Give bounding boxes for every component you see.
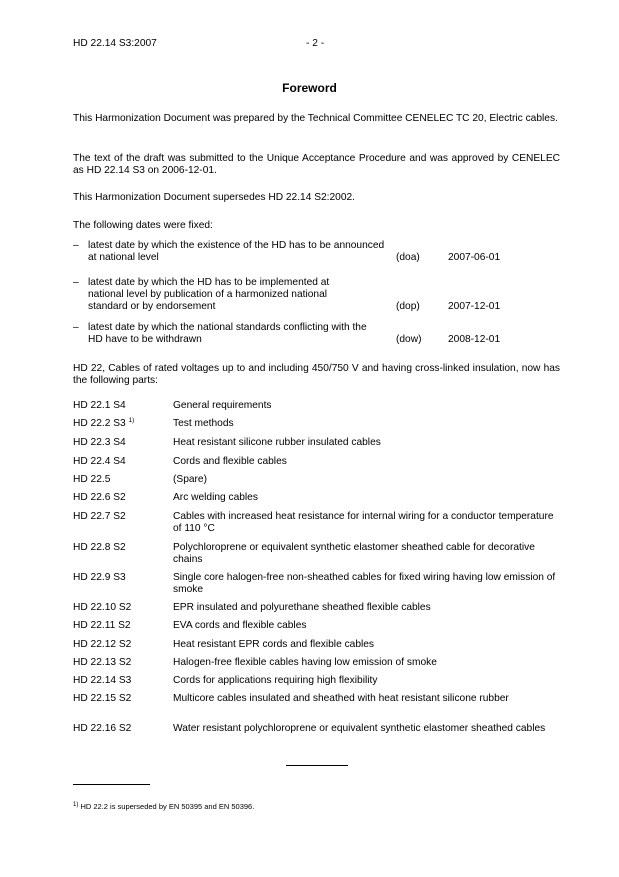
header-page-number: - 2 - [306, 38, 325, 49]
dash-bullet: – [73, 240, 79, 251]
part-description: Water resistant polychloroprene or equivalent synthetic elastomer sheathed cables [173, 723, 546, 734]
part-description: Cables with increased heat resistance for internal wiring for a conductor temperature of 110 °C [173, 511, 554, 534]
part-code: HD 22.7 S2 [73, 511, 126, 522]
paragraph-prepared-by: This Harmonization Document was prepared by the Technical Committee CENELEC TC 20, Electric cables. [73, 113, 558, 124]
part-code: HD 22.15 S2 [73, 693, 132, 704]
end-of-text-rule [286, 765, 348, 766]
part-code: HD 22.3 S4 [73, 437, 126, 448]
date-item-date: 2007-12-01 [448, 301, 501, 312]
part-code: HD 22.9 S3 [73, 572, 126, 583]
date-item-code: (dow) [396, 334, 422, 345]
paragraph-supersedes: This Harmonization Document supersedes HD 22.14 S2:2002. [73, 192, 356, 203]
part-code: HD 22.11 S2 [73, 620, 131, 631]
paragraph-parts-intro: HD 22, Cables of rated voltages up to and including 450/750 V and having cross-linked insulation, now has the following parts: [73, 363, 560, 386]
footnote-reference: 1) [128, 417, 135, 424]
footnote-marker: 1) [73, 802, 79, 808]
part-description: Heat resistant EPR cords and flexible cables [173, 639, 375, 650]
part-description: EPR insulated and polyurethane sheathed flexible cables [173, 602, 431, 613]
part-description: Heat resistant silicone rubber insulated cables [173, 437, 381, 448]
page-title: Foreword [282, 81, 337, 95]
header-document-id: HD 22.14 S3:2007 [73, 38, 157, 49]
date-item-text: latest date by which the HD has to be implemented at national level by publication of a harmonized national standard or by endorsement [88, 277, 330, 312]
date-item-text: latest date by which the existence of the HD has to be announced at national level [88, 240, 385, 263]
part-description: Cords and flexible cables [173, 456, 287, 467]
part-code: HD 22.2 S3 [73, 418, 126, 429]
footnote-text: HD 22.2 is superseded by EN 50395 and EN 50396. [80, 802, 255, 811]
date-item-code: (dop) [396, 301, 420, 312]
footnote-separator [73, 784, 150, 785]
part-code: HD 22.16 S2 [73, 723, 132, 734]
footnote [73, 801, 254, 813]
part-code-with-footnote [73, 418, 168, 430]
date-item-text: latest date by which the national standards conflicting with the HD have to be withdrawn [88, 322, 367, 345]
part-description: Cords for applications requiring high flexibility [173, 675, 378, 686]
part-code: HD 22.14 S3 [73, 675, 132, 686]
part-description: EVA cords and flexible cables [173, 620, 307, 631]
part-description: Single core halogen-free non-sheathed cables for fixed wiring having low emission of smoke [173, 572, 556, 595]
part-code: HD 22.1 S4 [73, 400, 126, 411]
part-code: HD 22.4 S4 [73, 456, 126, 467]
part-description: Test methods [173, 418, 234, 429]
date-item-date: 2008-12-01 [448, 334, 501, 345]
part-code: HD 22.13 S2 [73, 657, 132, 668]
paragraph-dates-intro: The following dates were fixed: [73, 220, 213, 231]
part-description: Polychloroprene or equivalent synthetic elastomer sheathed cable for decorative chains [173, 542, 535, 565]
part-description: Multicore cables insulated and sheathed with heat resistant silicone rubber [173, 693, 509, 704]
date-item-code: (doa) [396, 252, 420, 263]
dash-bullet: – [73, 277, 79, 288]
part-description: Halogen-free flexible cables having low emission of smoke [173, 657, 437, 668]
part-code: HD 22.10 S2 [73, 602, 132, 613]
part-code: HD 22.8 S2 [73, 542, 126, 553]
part-description: General requirements [173, 400, 272, 411]
part-code: HD 22.12 S2 [73, 639, 132, 650]
part-code: HD 22.5 [73, 474, 111, 485]
part-description: (Spare) [173, 474, 207, 485]
date-item-date: 2007-06-01 [448, 252, 501, 263]
paragraph-approval: The text of the draft was submitted to the Unique Acceptance Procedure and was approved by CENELEC as HD 22.14 S3 on 2006-12-01. [73, 153, 560, 176]
part-description: Arc welding cables [173, 492, 258, 503]
part-code: HD 22.6 S2 [73, 492, 126, 503]
dash-bullet: – [73, 322, 79, 333]
